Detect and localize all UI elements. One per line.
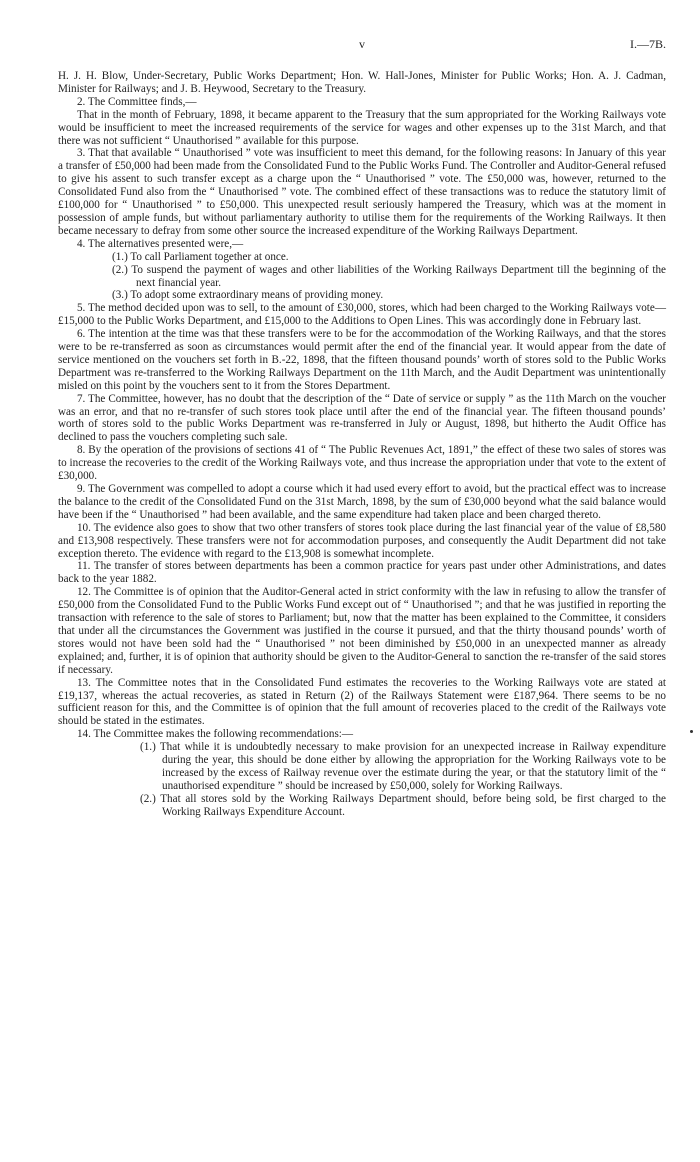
alternative-item-2: (2.) To suspend the payment of wages and other liabilities of the Working Railways Department till the beginning of the next financial year.: [112, 263, 666, 289]
page-header: [58, 38, 666, 54]
recommendation-item-1: (1.) That while it is undoubtedly necessary to make provision for an unexpected increase in Railway expenditure during the year, this should be done either by allowing the appropriation for the Working Railways vote to be increased by the excess of Railway revenue over the estimate during the year, or that the statutory limit of the “ unauthorised expenditure ” should be increased by £50,000, solely for Working Railways.: [140, 741, 666, 792]
recommendation-item-2: (2.) That all stores sold by the Working Railways Department should, before being sold, be first charged to the Working Railways Expenditure Account.: [140, 792, 666, 818]
document-page: [58, 38, 666, 819]
paragraph-13: 13. The Committee notes that in the Consolidated Fund estimates the recoveries to the Working Railways vote are stated at £19,137, whereas the actual recoveries, as stated in Return (2) of the Railways Statement were £187,964. There seems to be no sufficient reason for this, and the Committee is of opinion that the full amount of recoveries placed to the credit of the Railways vote should be stated in the estimates.: [58, 676, 666, 728]
recommendations-list: [58, 741, 666, 818]
paragraph-2: 2. The Committee finds,—: [76, 95, 197, 108]
paragraph-8: 8. By the operation of the provisions of sections 41 of “ The Public Revenues Act, 1891,” the effect of these two sales of stores was to increase the recoveries to the credit of the Working Railways vote, and thus increase the appropriation under that vote to the extent of £30,000.: [58, 444, 666, 483]
paragraph-11: 11. The transfer of stores between departments has been a common practice for years past under other Administrations, and dates back to the year 1882.: [58, 560, 666, 586]
body-text: [58, 70, 666, 819]
paragraph-3: 3. That that available “ Unauthorised ” vote was insufficient to meet this demand, for the following reasons: In January of this year a transfer of £50,000 had been made from the Consolidated Fund to the Public Works Fund. The Controller and Auditor-General refused to give his assent to such transfer except as a charge upon the “ Unauthorised ” vote. The £50,000 was, however, returned to the Consolidated Fund also from the “ Unauthorised ” vote. The combined effect of these transactions was to reduce the statutory limit of £100,000 for “ Unauthorised ” to £50,000. This unexpected result seriously hampered the Treasury, which was at the moment in possession of ample funds, but without parliamentary authority to utilise them for the requirements of the Working Railways. It then became necessary to defray from some other source the increased expenditure of the Working Railways Department.: [58, 147, 666, 237]
document-reference: I.—7B.: [630, 37, 666, 51]
paragraph-attendees: H. J. H. Blow, Under-Secretary, Public Works Department; Hon. W. Hall-Jones, Minister for Public Works; Hon. A. J. Cadman, Minister for Railways; and J. B. Heywood, Secretary to the Treasury.: [58, 70, 666, 95]
paragraph-14: 14. The Committee makes the following recommendations:—: [76, 728, 354, 741]
alternative-item-1: (1.) To call Parliament together at once.: [112, 250, 289, 263]
alternative-item-3: (3.) To adopt some extraordinary means of providing money.: [112, 289, 384, 302]
paragraph-12: 12. The Committee is of opinion that the Auditor-General acted in strict conformity with the law in refusing to allow the transfer of £50,000 from the Consolidated Fund to the Public Works Fund except out of “ Unauthorised ”; and that he was justified in reporting the transaction with reference to the sale of stores to Parliament; but, now that the matter has been explained to the Committee, it considers that under all the circumstances the Government was justified in the course it pursued, and that the thirty thousand pounds’ worth of stores would not have been sold had the “ Unauthorised ” not been diminished by £50,000 in an unexpected manner as already explained; and, further, it is of opinion that authority should be given to the Auditor-General to sanction the re-transfer of the said stores if necessary.: [58, 586, 666, 676]
paragraph-10: 10. The evidence also goes to show that two other transfers of stores took place during the last financial year of the value of £8,580 and £13,908 respectively. These transfers were not for accommodation purposes, and consequently the Audit Department did not take exception thereto. The evidence with regard to the £13,908 is somewhat incomplete.: [58, 521, 666, 560]
margin-mark: [690, 730, 693, 733]
paragraph-9: 9. The Government was compelled to adopt a course which it had used every effort to avoid, but the practical effect was to increase the balance to the credit of the Consolidated Fund on the 31st March, 1898, by the sum of £30,000 beyond what the said balance would have been if the “ Unauthorised ” had been available, and the same expenditure had taken place and been charged thereto.: [58, 483, 666, 521]
paragraph-2-finding: That in the month of February, 1898, it became apparent to the Treasury that the sum appropriated for the Working Railways vote would be insufficient to meet the increased requirements of the service for wages and other expenses up to the 31st March, and that there was not sufficient “ Unauthorised ” available for this purpose.: [58, 108, 666, 147]
paragraph-7: 7. The Committee, however, has no doubt that the description of the “ Date of service or supply ” as the 11th March on the voucher was an error, and that no re-transfer of such stores took place until after the end of the financial year. The fifteen thousand pounds’ worth of stores sold to the public Works Department was re-transferred in July or August, 1898, but hitherto the Audit Office has declined to pass the vouchers completing such sale.: [58, 392, 666, 444]
paragraph-5: 5. The method decided upon was to sell, to the amount of £30,000, stores, which had been charged to the Working Railways vote—£15,000 to the Public Works Department, and £15,000 to the Additions to Open Lines. This was accordingly done in February last.: [58, 302, 666, 328]
page-number: v: [359, 37, 365, 51]
paragraph-6: 6. The intention at the time was that these transfers were to be for the accommodation of the Working Railways, and that the stores were to be re-transferred as soon as circumstances would permit after the end of the financial year. It would appear from the date of service mentioned on the vouchers set forth in B.-22, 1898, that the fifteen thousand pounds’ worth of stores sold to the Public Works Department was re-transferred to the Working Railways Department on the 11th March, and the Audit Department was unintentionally misled on this point by the vouchers sent to it from the Stores Department.: [58, 328, 666, 392]
paragraph-4: 4. The alternatives presented were,—: [76, 237, 244, 250]
